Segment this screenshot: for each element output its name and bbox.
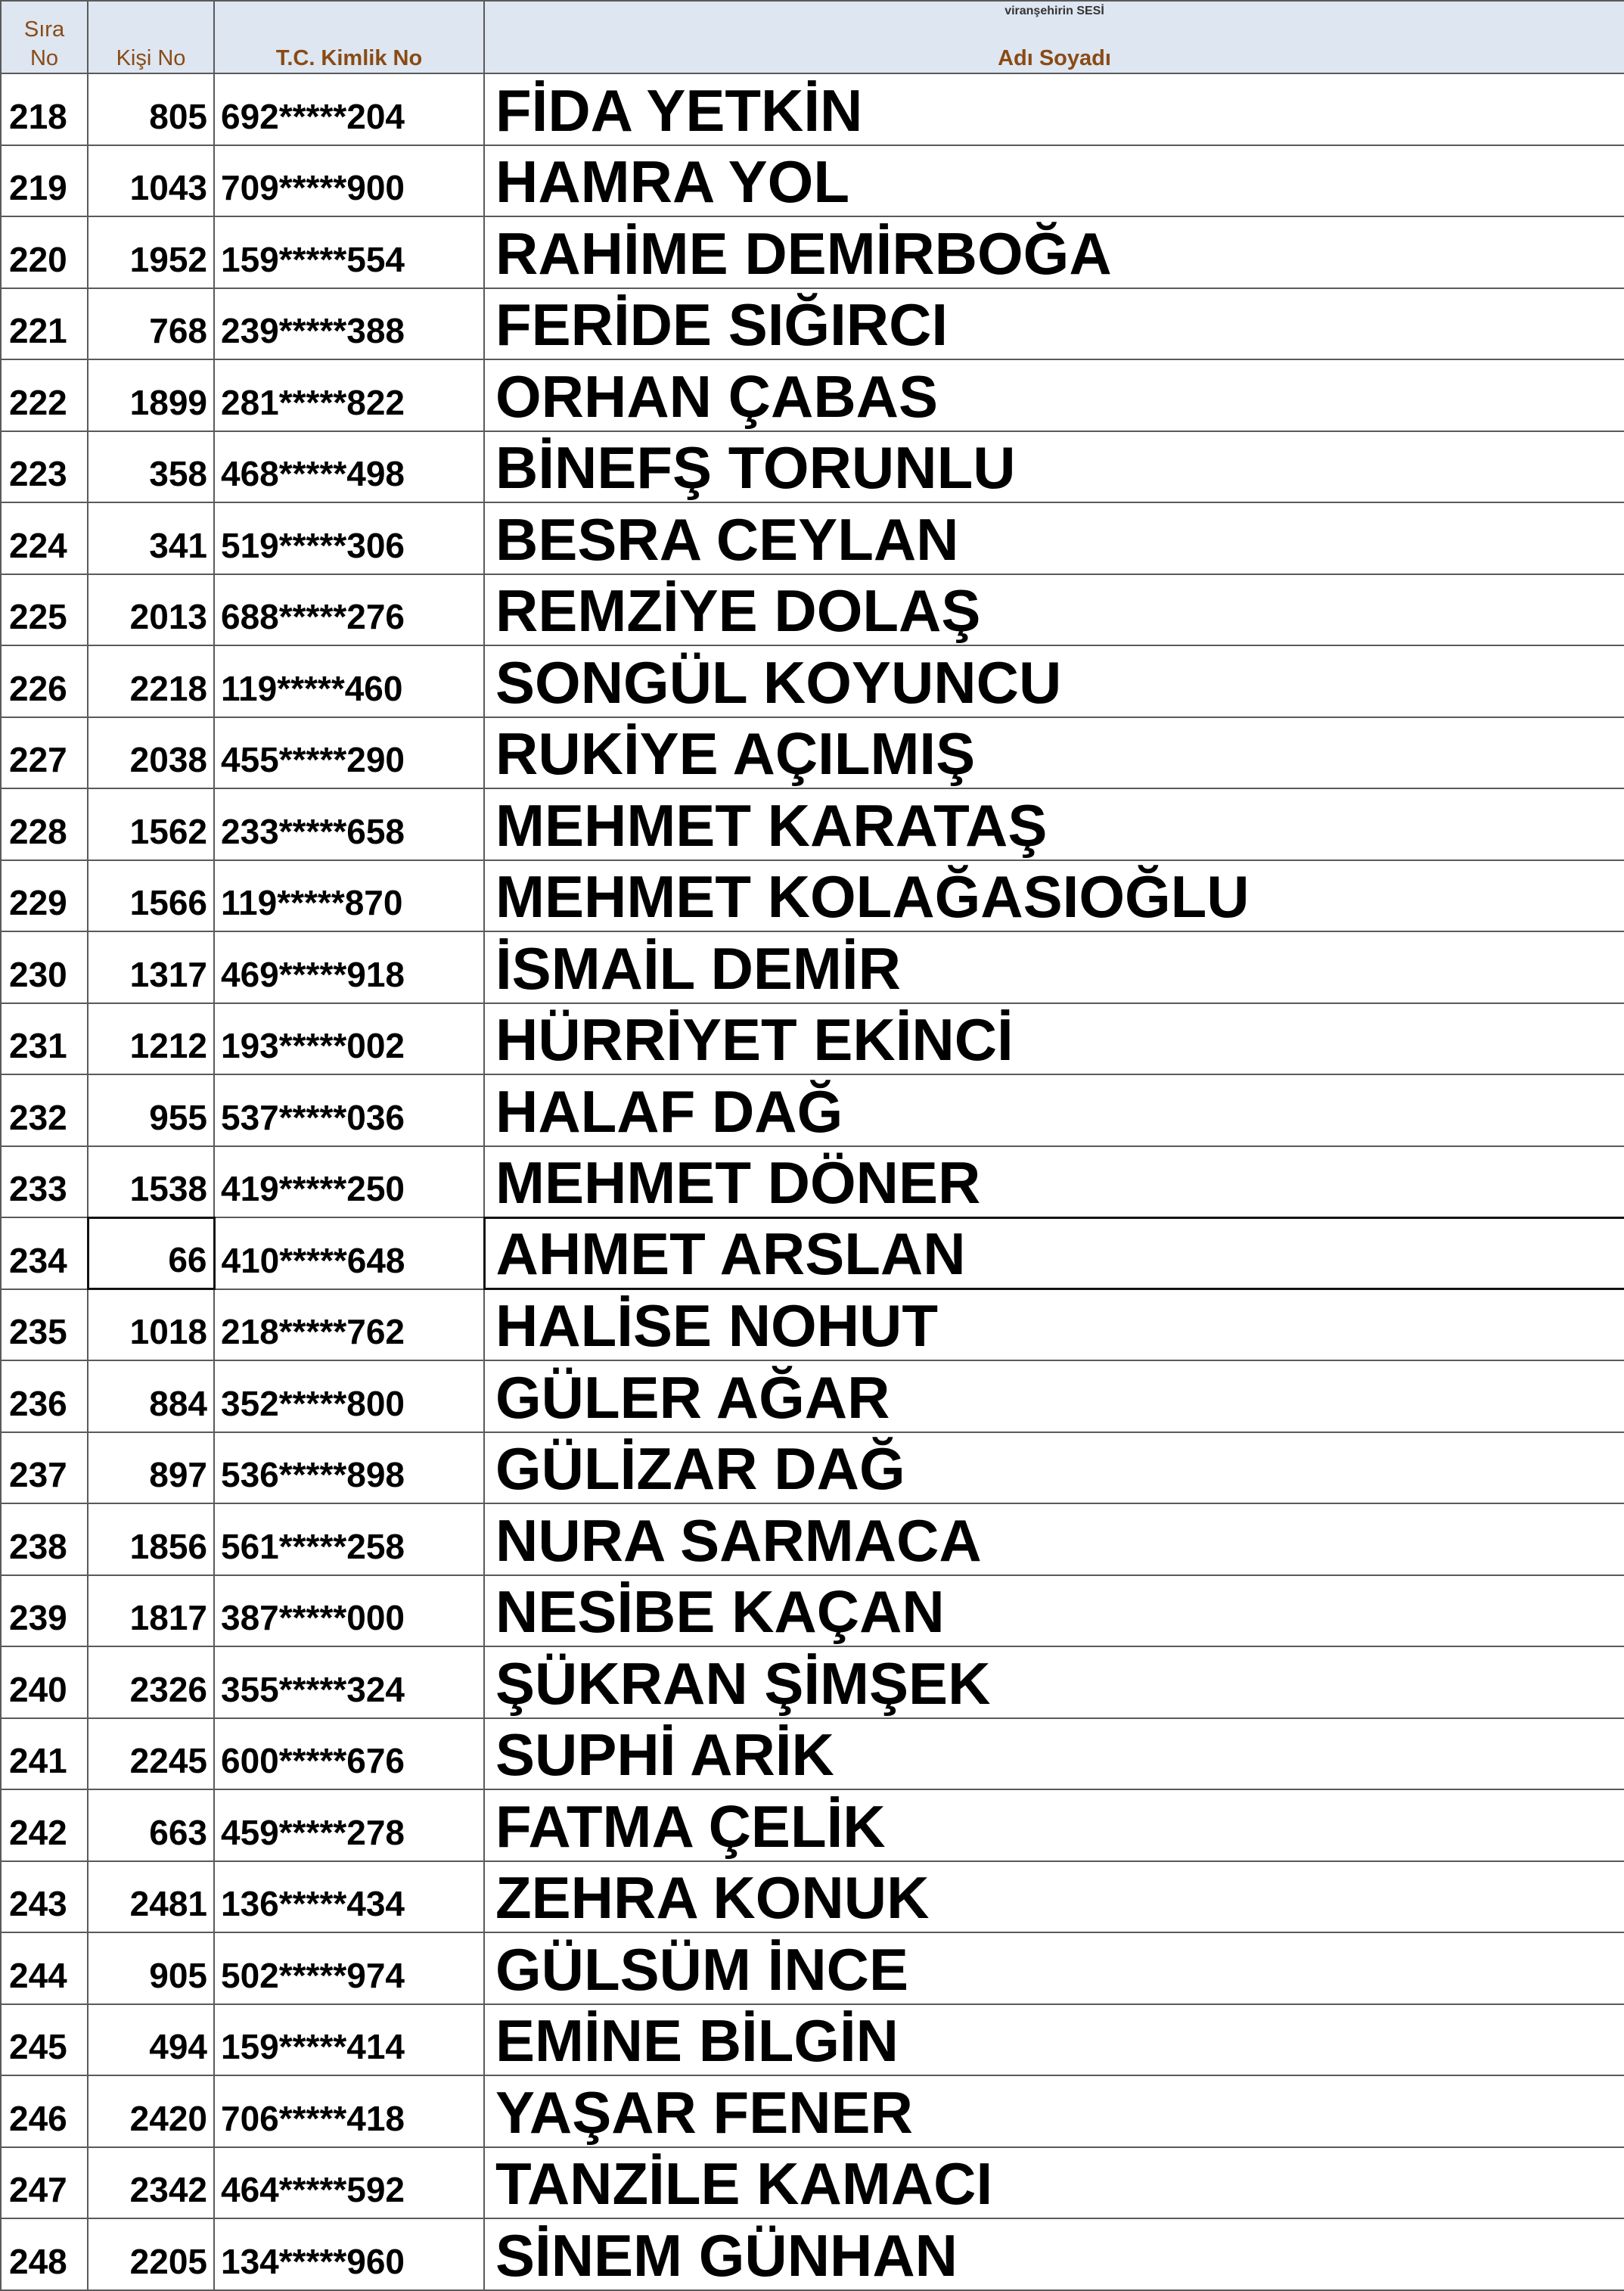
table-row: [1, 73, 1624, 145]
kisi-no-cell: 358: [88, 431, 214, 503]
sira-no-cell: 225: [1, 574, 88, 646]
table-row: [1, 717, 1624, 789]
sira-no-cell: 223: [1, 431, 88, 503]
kisi-no-cell: 905: [88, 1932, 214, 2004]
sira-no-cell: 247: [1, 2147, 88, 2219]
tc-kimlik-no-cell: 455*****290: [214, 717, 484, 789]
kisi-no-cell: 2420: [88, 2075, 214, 2147]
kisi-no-cell: 66: [88, 1217, 214, 1289]
table-row: [1, 860, 1624, 932]
sira-no-cell: 235: [1, 1289, 88, 1361]
kisi-no-cell: 884: [88, 1360, 214, 1432]
adi-soyadi-cell: NESİBE KAÇAN: [484, 1575, 1624, 1647]
tc-kimlik-no-cell: 355*****324: [214, 1646, 484, 1718]
adi-soyadi-cell: SİNEM GÜNHAN: [484, 2218, 1624, 2290]
table-row: [1, 2075, 1624, 2147]
adi-soyadi-cell: GÜLER AĞAR: [484, 1360, 1624, 1432]
tc-kimlik-no-cell: 537*****036: [214, 1074, 484, 1146]
sira-no-cell: 218: [1, 73, 88, 145]
table-row: [1, 502, 1624, 574]
tc-kimlik-no-cell: 709*****900: [214, 145, 484, 217]
tc-kimlik-no-cell: 692*****204: [214, 73, 484, 145]
table-row: [1, 1074, 1624, 1146]
kisi-no-cell: 341: [88, 502, 214, 574]
kisi-no-cell: 1566: [88, 860, 214, 932]
table-row: [1, 288, 1624, 360]
adi-soyadi-cell: REMZİYE DOLAŞ: [484, 574, 1624, 646]
table-row: [1, 1861, 1624, 1933]
kisi-no-cell: 1538: [88, 1146, 214, 1218]
adi-soyadi-cell: MEHMET KARATAŞ: [484, 788, 1624, 860]
sira-no-cell: 233: [1, 1146, 88, 1218]
header-tc-kimlik-no: T.C. Kimlik No: [214, 1, 484, 73]
tc-kimlik-no-cell: 419*****250: [214, 1146, 484, 1218]
adi-soyadi-cell: SUPHİ ARİK: [484, 1718, 1624, 1790]
header-adi-soyadi-label: Adı Soyadı: [998, 46, 1111, 70]
tc-kimlik-no-cell: 502*****974: [214, 1932, 484, 2004]
sira-no-cell: 243: [1, 1861, 88, 1933]
sira-no-cell: 237: [1, 1432, 88, 1504]
sira-no-cell: 231: [1, 1003, 88, 1075]
tc-kimlik-no-cell: 352*****800: [214, 1360, 484, 1432]
kisi-no-cell: 2245: [88, 1718, 214, 1790]
adi-soyadi-cell: ŞÜKRAN ŞİMŞEK: [484, 1646, 1624, 1718]
kisi-no-cell: 2038: [88, 717, 214, 789]
sira-no-cell: 221: [1, 288, 88, 360]
table-row: [1, 931, 1624, 1003]
document-subtitle: viranşehirin SESİ: [1005, 5, 1104, 17]
header-row: [1, 1, 1624, 73]
tc-kimlik-no-cell: 218*****762: [214, 1289, 484, 1361]
table-row: [1, 1360, 1624, 1432]
kisi-no-cell: 2218: [88, 645, 214, 717]
tc-kimlik-no-cell: 239*****388: [214, 288, 484, 360]
header-sira-no: Sıra No: [1, 1, 88, 73]
kisi-no-cell: 1817: [88, 1575, 214, 1647]
table-row: [1, 359, 1624, 431]
sira-no-cell: 248: [1, 2218, 88, 2290]
tc-kimlik-no-cell: 561*****258: [214, 1503, 484, 1575]
sira-no-cell: 238: [1, 1503, 88, 1575]
adi-soyadi-cell: FERİDE SIĞIRCI: [484, 288, 1624, 360]
adi-soyadi-cell: SONGÜL KOYUNCU: [484, 645, 1624, 717]
tc-kimlik-no-cell: 193*****002: [214, 1003, 484, 1075]
kisi-no-cell: 897: [88, 1432, 214, 1504]
sira-no-cell: 227: [1, 717, 88, 789]
kisi-no-cell: 1856: [88, 1503, 214, 1575]
sira-no-cell: 230: [1, 931, 88, 1003]
tc-kimlik-no-cell: 159*****414: [214, 2004, 484, 2076]
sira-no-cell: 244: [1, 1932, 88, 2004]
table-row: [1, 1932, 1624, 2004]
sira-no-cell: 219: [1, 145, 88, 217]
sira-no-cell: 236: [1, 1360, 88, 1432]
table-row: [1, 1432, 1624, 1504]
kisi-no-cell: 1018: [88, 1289, 214, 1361]
adi-soyadi-cell: HALİSE NOHUT: [484, 1289, 1624, 1361]
table-row: [1, 145, 1624, 217]
tc-kimlik-no-cell: 119*****870: [214, 860, 484, 932]
adi-soyadi-cell: MEHMET KOLAĞASIOĞLU: [484, 860, 1624, 932]
tc-kimlik-no-cell: 468*****498: [214, 431, 484, 503]
adi-soyadi-cell: BESRA CEYLAN: [484, 502, 1624, 574]
sira-no-cell: 232: [1, 1074, 88, 1146]
adi-soyadi-cell: MEHMET DÖNER: [484, 1146, 1624, 1218]
sira-no-cell: 228: [1, 788, 88, 860]
adi-soyadi-cell: AHMET ARSLAN: [484, 1217, 1624, 1289]
kisi-no-cell: 805: [88, 73, 214, 145]
sira-no-cell: 242: [1, 1789, 88, 1861]
table-row: [1, 1146, 1624, 1218]
tc-kimlik-no-cell: 136*****434: [214, 1861, 484, 1933]
tc-kimlik-no-cell: 119*****460: [214, 645, 484, 717]
table-row: [1, 1503, 1624, 1575]
adi-soyadi-cell: RAHİME DEMİRBOĞA: [484, 216, 1624, 288]
tc-kimlik-no-cell: 159*****554: [214, 216, 484, 288]
sira-no-cell: 224: [1, 502, 88, 574]
adi-soyadi-cell: FİDA YETKİN: [484, 73, 1624, 145]
table-row: [1, 574, 1624, 646]
table-row: [1, 2147, 1624, 2219]
sira-no-cell: 234: [1, 1217, 88, 1289]
table-row: [1, 1646, 1624, 1718]
kisi-no-cell: 1952: [88, 216, 214, 288]
adi-soyadi-cell: HAMRA YOL: [484, 145, 1624, 217]
tc-kimlik-no-cell: 600*****676: [214, 1718, 484, 1790]
tc-kimlik-no-cell: 469*****918: [214, 931, 484, 1003]
kisi-no-cell: 768: [88, 288, 214, 360]
adi-soyadi-cell: TANZİLE KAMACI: [484, 2147, 1624, 2219]
sira-no-cell: 241: [1, 1718, 88, 1790]
tc-kimlik-no-cell: 706*****418: [214, 2075, 484, 2147]
sira-no-cell: 246: [1, 2075, 88, 2147]
kisi-no-cell: 1899: [88, 359, 214, 431]
table-header: [1, 1, 1624, 73]
tc-kimlik-no-cell: 387*****000: [214, 1575, 484, 1647]
kisi-no-cell: 1043: [88, 145, 214, 217]
adi-soyadi-cell: ORHAN ÇABAS: [484, 359, 1624, 431]
adi-soyadi-cell: ZEHRA KONUK: [484, 1861, 1624, 1933]
adi-soyadi-cell: GÜLSÜM İNCE: [484, 1932, 1624, 2004]
sira-no-cell: 226: [1, 645, 88, 717]
kisi-no-cell: 2326: [88, 1646, 214, 1718]
table-row: [1, 1718, 1624, 1790]
tc-kimlik-no-cell: 134*****960: [214, 2218, 484, 2290]
adi-soyadi-cell: HALAF DAĞ: [484, 1074, 1624, 1146]
kisi-no-cell: 955: [88, 1074, 214, 1146]
kisi-no-cell: 663: [88, 1789, 214, 1861]
adi-soyadi-cell: FATMA ÇELİK: [484, 1789, 1624, 1861]
header-kisi-no: Kişi No: [88, 1, 214, 73]
table-row: [1, 788, 1624, 860]
table-row: [1, 2004, 1624, 2076]
tc-kimlik-no-cell: 536*****898: [214, 1432, 484, 1504]
table-body: [1, 73, 1624, 2290]
adi-soyadi-cell: BİNEFŞ TORUNLU: [484, 431, 1624, 503]
adi-soyadi-cell: RUKİYE AÇILMIŞ: [484, 717, 1624, 789]
kisi-no-cell: 2205: [88, 2218, 214, 2290]
sira-no-cell: 229: [1, 860, 88, 932]
kisi-no-cell: 1212: [88, 1003, 214, 1075]
tc-kimlik-no-cell: 519*****306: [214, 502, 484, 574]
sira-no-cell: 240: [1, 1646, 88, 1718]
tc-kimlik-no-cell: 281*****822: [214, 359, 484, 431]
table-row: [1, 431, 1624, 503]
table-row: [1, 1789, 1624, 1861]
sira-no-cell: 220: [1, 216, 88, 288]
kisi-no-cell: 2013: [88, 574, 214, 646]
tc-kimlik-no-cell: 464*****592: [214, 2147, 484, 2219]
adi-soyadi-cell: HÜRRİYET EKİNCİ: [484, 1003, 1624, 1075]
table-row: [1, 1003, 1624, 1075]
table-row: [1, 1217, 1624, 1289]
kisi-no-cell: 494: [88, 2004, 214, 2076]
tc-kimlik-no-cell: 688*****276: [214, 574, 484, 646]
adi-soyadi-cell: GÜLİZAR DAĞ: [484, 1432, 1624, 1504]
sira-no-cell: 245: [1, 2004, 88, 2076]
table-row: [1, 645, 1624, 717]
kisi-no-cell: 1562: [88, 788, 214, 860]
header-adi-soyadi: [484, 1, 1624, 73]
sira-no-cell: 222: [1, 359, 88, 431]
adi-soyadi-cell: NURA SARMACA: [484, 1503, 1624, 1575]
tc-kimlik-no-cell: 233*****658: [214, 788, 484, 860]
kisi-no-cell: 2481: [88, 1861, 214, 1933]
adi-soyadi-cell: YAŞAR FENER: [484, 2075, 1624, 2147]
adi-soyadi-cell: EMİNE BİLGİN: [484, 2004, 1624, 2076]
table-row: [1, 2218, 1624, 2290]
tc-kimlik-no-cell: 459*****278: [214, 1789, 484, 1861]
table-row: [1, 1575, 1624, 1647]
table-row: [1, 1289, 1624, 1361]
tc-kimlik-no-cell: 410*****648: [214, 1217, 484, 1289]
sira-no-cell: 239: [1, 1575, 88, 1647]
table-row: [1, 216, 1624, 288]
kisi-no-cell: 2342: [88, 2147, 214, 2219]
kisi-no-cell: 1317: [88, 931, 214, 1003]
adi-soyadi-cell: İSMAİL DEMİR: [484, 931, 1624, 1003]
